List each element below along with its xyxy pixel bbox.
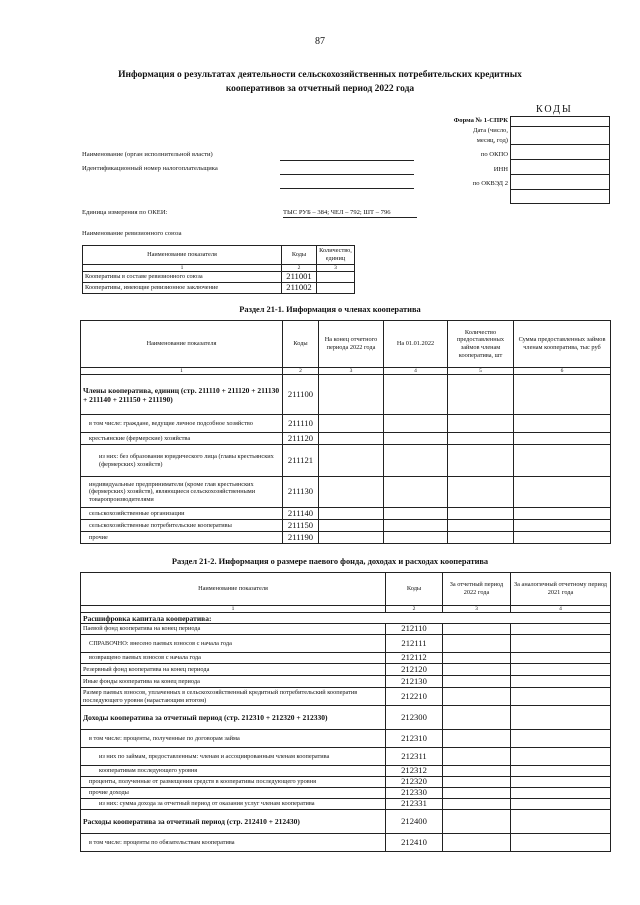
value-cell[interactable] [511, 653, 611, 664]
table-row [81, 508, 611, 520]
value-cell[interactable] [514, 508, 611, 520]
value-cell[interactable] [514, 532, 611, 544]
row-code: 211100 [283, 375, 319, 415]
capital-subheader: Расшифровка капитала кооператива: [81, 613, 611, 624]
unit-value: ТЫС РУБ – 384; ЧЕЛ – 792; ШТ – 796 [283, 209, 417, 218]
section2-title: Раздел 21-2. Информация о размере паевого фонда, доходах и расходах кооператива [171, 557, 489, 566]
value-cell[interactable] [448, 532, 514, 544]
table-row [81, 520, 611, 532]
row-code: 211190 [283, 532, 319, 544]
value-cell[interactable] [443, 799, 511, 810]
value-cell[interactable] [511, 730, 611, 748]
value-cell[interactable] [384, 445, 448, 477]
inn-code-cell[interactable] [511, 160, 610, 175]
date-code-cell[interactable] [511, 127, 610, 145]
row-code: 212320 [386, 777, 443, 788]
row-name: Размер паевых взносов, уплаченных в сельскохозяйственный кредитный потребительский кооператив последующего уровня (нарастающим итогом) [81, 688, 386, 706]
header-name: Наименование показателя [81, 321, 283, 368]
row-code: 212110 [386, 624, 443, 635]
okved-label: по ОКВЭД 2 [472, 180, 508, 187]
table-row [81, 445, 611, 477]
fund-table [80, 572, 611, 852]
header-count: Количество, единиц [317, 246, 355, 265]
row-name: проценты, полученные от размещения средств в кооперативы последующего уровня [81, 777, 386, 788]
value-cell[interactable] [319, 532, 384, 544]
col-num: 5 [448, 368, 514, 375]
col-num: 2 [283, 368, 319, 375]
value-cell[interactable] [319, 375, 384, 415]
row-code: 212112 [386, 653, 443, 664]
table-row [81, 788, 611, 799]
row-code: 211121 [283, 445, 319, 477]
row-name: прочие доходы [81, 788, 386, 799]
table-row [81, 688, 611, 706]
value-cell[interactable] [511, 624, 611, 635]
value-cell[interactable] [443, 834, 511, 852]
table-row [81, 834, 611, 852]
value-cell[interactable] [443, 706, 511, 730]
org-name-label: Наименование (орган исполнительной власти) [82, 151, 213, 158]
header-end-period: На конец отчетного периода 2022 года [319, 321, 384, 368]
value-cell[interactable] [511, 799, 611, 810]
value-cell[interactable] [319, 433, 384, 445]
row-name: возвращено паевых взносов с начала года [81, 653, 386, 664]
value-cell[interactable] [511, 664, 611, 676]
header-name: Наименование показателя [83, 246, 282, 265]
table-row [81, 375, 611, 415]
value-cell[interactable] [443, 635, 511, 653]
row-name: сельскохозяйственные организации [81, 508, 283, 520]
table-row [81, 653, 611, 664]
table-row [81, 777, 611, 788]
value-cell[interactable] [319, 508, 384, 520]
row-name: сельскохозяйственные потребительские кооперативы [81, 520, 283, 532]
row-name: прочие [81, 532, 283, 544]
row-name: Члены кооператива, единиц (стр. 211110 + 211120 + 211130 + 211140 + 211150 + 211190) [81, 375, 283, 415]
members-table [80, 320, 611, 544]
form-code-cell[interactable] [511, 117, 610, 127]
row-name: Резервный фонд кооператива на конец периода [81, 664, 386, 676]
value-cell[interactable] [448, 520, 514, 532]
header-codes: Коды [283, 321, 319, 368]
value-cell[interactable] [448, 477, 514, 508]
table-row [81, 433, 611, 445]
col-num: 1 [83, 265, 282, 272]
row-code: 211130 [283, 477, 319, 508]
inn-id-line[interactable] [280, 174, 414, 175]
row-code: 212130 [386, 676, 443, 688]
value-cell[interactable] [319, 415, 384, 433]
value-cell[interactable] [511, 834, 611, 852]
value-cell[interactable] [448, 508, 514, 520]
row-code: 211001 [282, 272, 317, 283]
date-label-1: Дата (число, [473, 127, 508, 134]
value-cell[interactable] [319, 477, 384, 508]
value-cell[interactable] [514, 477, 611, 508]
table-row [81, 664, 611, 676]
row-code: 212300 [386, 706, 443, 730]
header-loans-sum: Сумма предоставленных займов членам кооператива, тыс руб [514, 321, 611, 368]
row-code: 212120 [386, 664, 443, 676]
header-start-year: На 01.01.2022 [384, 321, 448, 368]
value-cell[interactable] [511, 810, 611, 834]
value-cell[interactable] [511, 788, 611, 799]
value-cell[interactable] [443, 676, 511, 688]
table-row [81, 748, 611, 766]
value-cell[interactable] [384, 532, 448, 544]
row-name: в том числе: проценты по обязательствам кооператива [81, 834, 386, 852]
value-cell[interactable] [443, 624, 511, 635]
row-code: 211150 [283, 520, 319, 532]
col-num: 1 [81, 368, 283, 375]
value-cell[interactable] [511, 635, 611, 653]
row-code: 211002 [282, 283, 317, 294]
value-cell[interactable] [319, 520, 384, 532]
table-row [81, 706, 611, 730]
value-cell[interactable] [384, 520, 448, 532]
table-row [81, 810, 611, 834]
header-loans-count: Количество предоставленных займов членам кооператива, шт [448, 321, 514, 368]
row-name: Иные фонды кооператива на конец периода [81, 676, 386, 688]
row-name: Доходы кооператива за отчетный период (стр. 212310 + 212320 + 212330) [81, 706, 386, 730]
row-code: 212400 [386, 810, 443, 834]
union-name-label: Наименование ревизионного союза [82, 230, 182, 237]
row-code: 212210 [386, 688, 443, 706]
okpo-code-cell[interactable] [511, 145, 610, 160]
union-table [82, 245, 355, 294]
table-row [83, 283, 355, 294]
col-num: 4 [511, 606, 611, 613]
row-name: крестьянские (фермерские) хозяйства [81, 433, 283, 445]
value-cell[interactable] [443, 653, 511, 664]
value-cell[interactable] [443, 766, 511, 777]
col-num: 2 [386, 606, 443, 613]
table-row [81, 730, 611, 748]
value-cell[interactable] [511, 777, 611, 788]
value-cell[interactable] [514, 433, 611, 445]
form-label: Форма № 1-СПРК [453, 117, 508, 124]
value-cell[interactable] [514, 375, 611, 415]
row-name: в том числе: проценты, полученные по договорам займа [81, 730, 386, 748]
table-row [81, 624, 611, 635]
codes-frame [510, 116, 610, 204]
col-num: 3 [443, 606, 511, 613]
row-code: 212410 [386, 834, 443, 852]
subheader-row [81, 613, 611, 624]
value-cell[interactable] [511, 688, 611, 706]
okpo-label: по ОКПО [480, 151, 508, 158]
value-cell[interactable] [384, 477, 448, 508]
value-cell[interactable] [317, 283, 355, 294]
row-name: Паевой фонд кооператива на конец периода [81, 624, 386, 635]
value-cell[interactable] [384, 415, 448, 433]
header-prior-period: За аналогичный отчетному период 2021 года [511, 573, 611, 606]
value-cell[interactable] [448, 375, 514, 415]
header-current-period: За отчетный период 2022 года [443, 573, 511, 606]
value-cell[interactable] [443, 688, 511, 706]
date-label-2: месяц, год) [476, 137, 508, 144]
row-name: в том числе: граждане, ведущие личное подсобное хозяйство [81, 415, 283, 433]
row-name: индивидуальные предприниматели (кроме глав крестьянских (фермерских) хозяйств), являющиеся сельскохозяйственными товаропроизводителями [81, 477, 283, 508]
value-cell[interactable] [384, 508, 448, 520]
table-row [81, 635, 611, 653]
unit-label: Единица измерения по ОКЕИ: [82, 209, 168, 216]
value-cell[interactable] [514, 415, 611, 433]
value-cell[interactable] [511, 676, 611, 688]
value-cell[interactable] [511, 748, 611, 766]
value-cell[interactable] [514, 520, 611, 532]
col-num: 1 [81, 606, 386, 613]
header-name: Наименование показателя [81, 573, 386, 606]
value-cell[interactable] [317, 272, 355, 283]
page-number: 87 [315, 36, 325, 47]
row-name: Кооперативы, имеющие ревизионное заключение [83, 283, 282, 294]
value-cell[interactable] [448, 415, 514, 433]
header-codes: Коды [386, 573, 443, 606]
value-cell[interactable] [443, 664, 511, 676]
table-row [81, 415, 611, 433]
value-cell[interactable] [514, 445, 611, 477]
table-row [83, 272, 355, 283]
value-cell[interactable] [448, 445, 514, 477]
row-code: 211120 [283, 433, 319, 445]
value-cell[interactable] [384, 375, 448, 415]
value-cell[interactable] [511, 706, 611, 730]
table-row [81, 799, 611, 810]
row-code: 212310 [386, 730, 443, 748]
okved-code-cell[interactable] [511, 175, 610, 190]
inn-label: ИНН [493, 166, 508, 173]
table-row [81, 766, 611, 777]
row-name: Расходы кооператива за отчетный период (стр. 212410 + 212430) [81, 810, 386, 834]
extra-line[interactable] [280, 188, 414, 189]
row-name: из них: без образования юридического лица (главы крестьянских (фермерских) хозяйств) [81, 445, 283, 477]
row-code: 211110 [283, 415, 319, 433]
table-row [81, 676, 611, 688]
row-code: 212311 [386, 748, 443, 766]
row-name: из них: сумма дохода за отчетный период от оказания услуг членам кооператива [81, 799, 386, 810]
value-cell[interactable] [319, 445, 384, 477]
row-name: Кооперативы в составе ревизионного союза [83, 272, 282, 283]
inn-id-label: Идентификационный номер налогоплательщика [82, 165, 218, 172]
value-cell[interactable] [448, 433, 514, 445]
row-name: СПРАВОЧНО: внесено паевых взносов с начала года [81, 635, 386, 653]
value-cell[interactable] [443, 810, 511, 834]
section1-title: Раздел 21-1. Информация о членах кооператива [239, 305, 421, 314]
org-name-line[interactable] [280, 160, 414, 161]
table-row [81, 532, 611, 544]
codes-header: КОДЫ [536, 104, 573, 115]
col-num: 4 [384, 368, 448, 375]
row-name: кооперативам последующего уровня [81, 766, 386, 777]
page-title: Информация о результатах деятельности сельскохозяйственных потребительских кредитных кооперативов за отчетный период 2022 года [118, 70, 522, 94]
col-num: 3 [317, 265, 355, 272]
row-code: 212331 [386, 799, 443, 810]
row-name: из них по займам, предоставленным: членам и ассоциированным членам кооператива [81, 748, 386, 766]
col-num: 2 [282, 265, 317, 272]
row-code: 212111 [386, 635, 443, 653]
row-code: 212312 [386, 766, 443, 777]
value-cell[interactable] [511, 766, 611, 777]
table-row [81, 477, 611, 508]
empty-code-cell[interactable] [511, 190, 610, 204]
value-cell[interactable] [443, 777, 511, 788]
row-code: 211140 [283, 508, 319, 520]
value-cell[interactable] [443, 730, 511, 748]
value-cell[interactable] [443, 788, 511, 799]
row-code: 212330 [386, 788, 443, 799]
header-codes: Коды [282, 246, 317, 265]
value-cell[interactable] [443, 748, 511, 766]
value-cell[interactable] [384, 433, 448, 445]
col-num: 3 [319, 368, 384, 375]
col-num: 6 [514, 368, 611, 375]
